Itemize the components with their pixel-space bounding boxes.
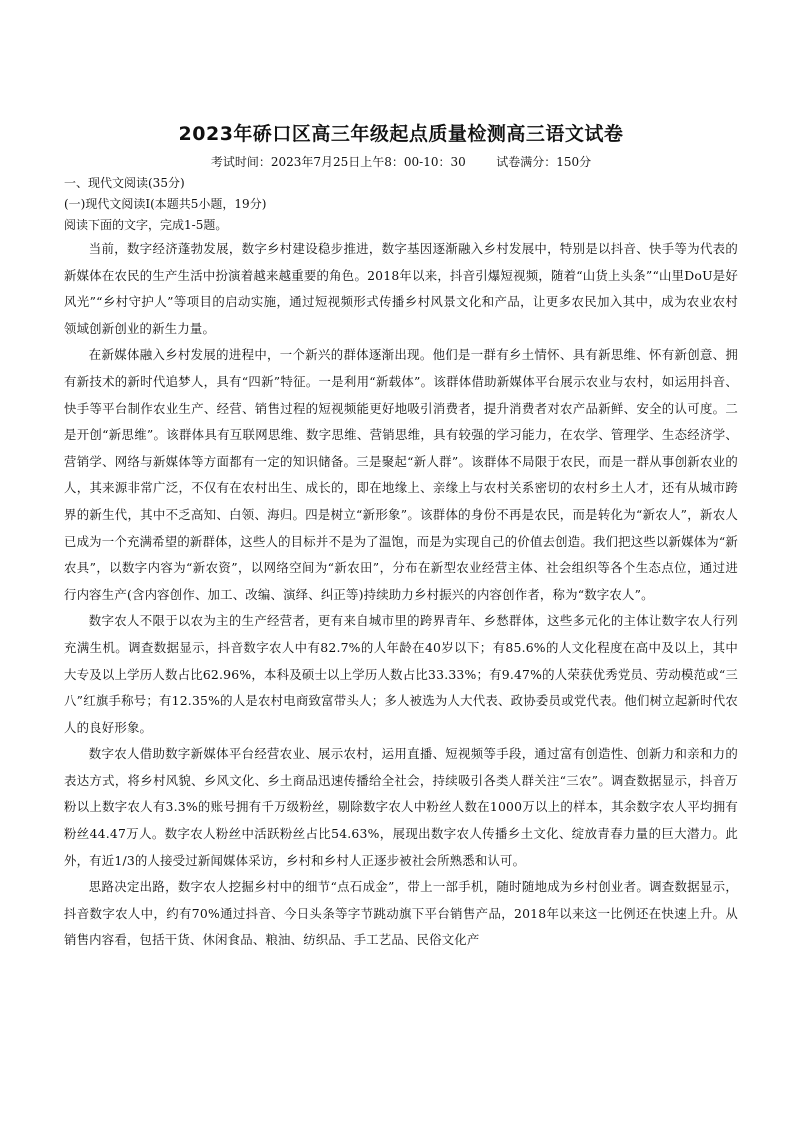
paragraph-2: 在新媒体融入乡村发展的进程中，一个新兴的群体逐渐出现。他们是一群有乡土情怀、具有新思维、怀有新创意、拥有新技术的新时代追梦人，具有“四新”特征。一是利用“新载体”。该群体借助新媒体平台展示农业与农村，如运用抖音、快手等平台制作农业生产、经营、销售过程的短视频能更好地吸引消费者，提升消费者对农产品新鲜、安全的认可度。二是开创“新思维”。该群体具有互联网思维、数字思维、营销思维，具有较强的学习能力，在农学、管理学、生态经济学、营销学、网络与新媒体等方面都有一定的知识储备。三是聚起“新人群”。该群体不局限于农民，而是一群从事创新农业的人，其来源非常广泛，不仅有在农村出生、成长的，即在地缘上、亲缘上与农村关系密切的农村乡土人才，还有从城市跨界的新生代，其中不乏高知、白领、海归。四是树立“新形象”。该群体的身份不再是农民，而是转化为“新农人”，新农人已成为一个充满希望的新群体，这些人的目标并不是为了温饱，而是为实现自己的价值去创造。我们把这些以新媒体为“新农具”，以数字内容为“新农资”，以网络空间为“新农田”，分布在新型农业经营主体、社会组织等各个生态点位，通过进行内容生产(含内容创作、加工、改编、演绎、纠正等)持续助力乡村振兴的内容创作者，称为“数字农人”。: [64, 347, 738, 602]
section-heading: 一、现代文阅读(35分): [64, 176, 185, 190]
exam-title: 2023年硚口区高三年级起点质量检测高三语文试卷: [178, 123, 624, 145]
paragraph-3: 数字农人不限于以农为主的生产经营者，更有来自城市里的跨界青年、乡愁群体，这些多元化的主体让数字农人行列充满生机。调查数据显示，抖音数字农人中有82.7%的人年龄在40岁以下；有85.6%的人文化程度在高中及以上，其中大专及以上学历人数占比62.96%，本科及硕士以上学历人数占比33.33%；有9.47%的人荣获优秀党员、劳动模范或“三八”红旗手称号；有12.35%的人是农村电商致富带头人；多人被选为人大代表、政协委员或党代表。他们树立起新时代农人的良好形象。: [64, 613, 738, 735]
paragraph-5: 思路决定出路，数字农人挖掘乡村中的细节“点石成金”，带上一部手机，随时随地成为乡村创业者。调查数据显示，抖音数字农人中，约有70%通过抖音、今日头条等字节跳动旗下平台销售产品，2018年以来这一比例还在快速上升。从销售内容看，包括干货、休闲食品、粮油、纺织品、手工艺品、民俗文化产: [64, 879, 738, 948]
exam-info: 考试时间：2023年7月25日上午8：00-10：30 试卷满分：150分: [210, 155, 592, 169]
subsection-heading: (一)现代文阅读Ⅰ(本题共5小题，19分): [64, 197, 267, 211]
reading-instruction: 阅读下面的文字，完成1-5题。: [64, 218, 228, 232]
paragraph-1: 当前，数字经济蓬勃发展，数字乡村建设稳步推进，数字基因逐渐融入乡村发展中，特别是以抖音、快手等为代表的新媒体在农民的生产生活中扮演着越来越重要的角色。2018年以来，抖音引爆短视频，随着“山货上头条”“山里DoU是好风光”“乡村守护人”等项目的启动实施，通过短视频形式传播乡村风景文化和产品，让更多农民加入其中，成为农业农村领域创新创业的新生力量。: [64, 241, 738, 336]
paragraph-4: 数字农人借助数字新媒体平台经营农业、展示农村，运用直播、短视频等手段，通过富有创造性、创新力和亲和力的表达方式，将乡村风貌、乡风文化、乡土商品迅速传播给全社会，持续吸引各类人群关注“三农”。调查数据显示，抖音万粉以上数字农人有3.3%的账号拥有千万级粉丝，剔除数字农人中粉丝人数在1000万以上的样本，其余数字农人平均拥有粉丝44.47万人。数字农人粉丝中活跃粉丝占比54.63%，展现出数字农人传播乡土文化、绽放青春力量的巨大潜力。此外，有近1/3的人接受过新闻媒体采访，乡村和乡村人正逐步被社会所熟悉和认可。: [64, 746, 738, 868]
